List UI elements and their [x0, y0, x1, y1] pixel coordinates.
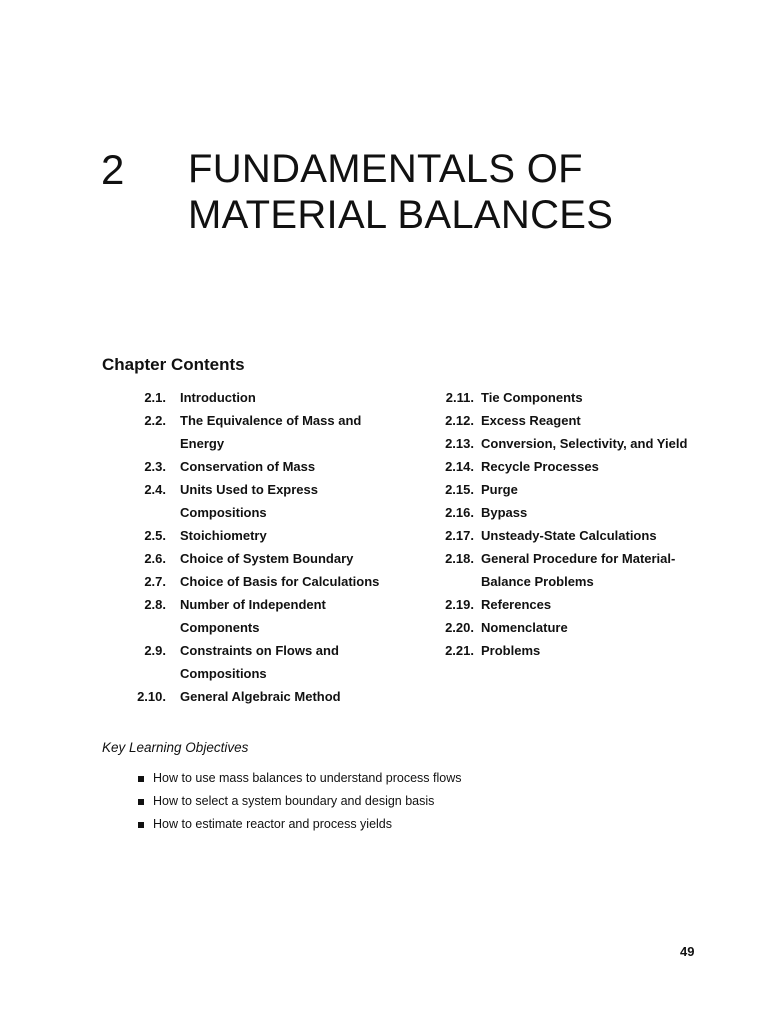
toc-entry-title: Excess Reagent — [481, 413, 581, 428]
objective-text: How to estimate reactor and process yields — [153, 817, 392, 831]
toc-entry-title: Introduction — [180, 390, 256, 405]
toc-entry — [130, 524, 420, 547]
toc-entry — [130, 455, 420, 478]
toc-entry — [436, 639, 736, 662]
toc-entry — [436, 501, 736, 524]
toc-entry-number: 2.8. — [144, 597, 166, 612]
toc-entry-number: 2.3. — [144, 459, 166, 474]
toc-entry — [130, 547, 420, 570]
toc-entry-number: 2.1. — [144, 390, 166, 405]
objective-text: How to use mass balances to understand process flows — [153, 771, 462, 785]
toc-entry — [130, 386, 420, 409]
toc-entry-number: 2.14. — [445, 459, 474, 474]
toc-entry-continuation — [130, 662, 420, 685]
toc-entry-continuation — [436, 570, 736, 593]
toc-entry-number: 2.2. — [144, 413, 166, 428]
objective-item — [138, 813, 462, 836]
toc-entry-continuation — [130, 432, 420, 455]
toc-entry-number: 2.9. — [144, 643, 166, 658]
toc-entry — [436, 409, 736, 432]
objective-text: How to select a system boundary and design basis — [153, 794, 435, 808]
toc-entry-number: 2.7. — [144, 574, 166, 589]
toc-entry-number: 2.16. — [445, 505, 474, 520]
chapter-contents-heading: Chapter Contents — [102, 355, 245, 374]
toc-entry-number: 2.6. — [144, 551, 166, 566]
toc-entry-number: 2.13. — [445, 436, 474, 451]
toc-entry-number: 2.4. — [144, 482, 166, 497]
toc-entry-title: Compositions — [180, 666, 267, 681]
toc-entry — [436, 547, 736, 570]
toc-entry-title: Units Used to Express — [180, 482, 318, 497]
toc-entry-title: Choice of Basis for Calculations — [180, 574, 380, 589]
toc-entry-title: Unsteady-State Calculations — [481, 528, 657, 543]
toc-entry-title: Recycle Processes — [481, 459, 599, 474]
toc-entry-number: 2.5. — [144, 528, 166, 543]
toc-entry-title: General Algebraic Method — [180, 689, 341, 704]
chapter-title-line: FUNDAMENTALS OF — [188, 147, 583, 191]
toc-entry-number: 2.11. — [445, 390, 474, 405]
square-bullet-icon — [138, 776, 144, 782]
toc-entry-title: Number of Independent — [180, 597, 326, 612]
toc-entry-title: General Procedure for Material- — [481, 551, 676, 566]
objectives-list — [138, 767, 462, 836]
toc-entry-number: 2.21. — [445, 643, 474, 658]
chapter-title-line: MATERIAL BALANCES — [188, 193, 614, 237]
chapter-title — [188, 146, 613, 238]
toc-entry-title: Stoichiometry — [180, 528, 267, 543]
page-number: 49 — [680, 944, 695, 959]
toc-entry — [436, 386, 736, 409]
toc-entry — [130, 685, 420, 708]
toc-entry — [436, 524, 736, 547]
toc-entry — [436, 432, 736, 455]
toc-entry — [130, 478, 420, 501]
toc-entry-number: 2.18. — [445, 551, 474, 566]
toc-entry-continuation — [130, 501, 420, 524]
toc-entry-title: Conversion, Selectivity, and Yield — [481, 436, 688, 451]
toc-entry-title: Compositions — [180, 505, 267, 520]
toc-entry-title: The Equivalence of Mass and — [180, 413, 362, 428]
toc-entry-title: Tie Components — [481, 390, 583, 405]
toc-entry — [436, 616, 736, 639]
toc-entry-title: Constraints on Flows and — [180, 643, 339, 658]
toc-entry-number: 2.20. — [445, 620, 474, 635]
toc-entry-title: Problems — [481, 643, 541, 658]
toc-entry-title: Conservation of Mass — [180, 459, 316, 474]
toc-entry-title: Purge — [481, 482, 518, 497]
toc-entry — [130, 639, 420, 662]
toc-entry-number: 2.19. — [445, 597, 474, 612]
square-bullet-icon — [138, 822, 144, 828]
toc-entry-title: Nomenclature — [481, 620, 568, 635]
toc-entry-title: Balance Problems — [481, 574, 594, 589]
toc-entry — [130, 593, 420, 616]
toc-entry-title: Energy — [180, 436, 225, 451]
chapter-number: 2 — [101, 146, 125, 193]
toc-entry — [130, 570, 420, 593]
toc-entry-number: 2.15. — [445, 482, 474, 497]
key-learning-objectives-heading: Key Learning Objectives — [102, 740, 249, 755]
toc-entry-title: References — [481, 597, 552, 612]
toc-entry — [436, 455, 736, 478]
toc-left-column — [130, 386, 420, 708]
toc-entry-continuation — [130, 616, 420, 639]
toc-entry-title: Bypass — [481, 505, 528, 520]
toc-entry — [130, 409, 420, 432]
square-bullet-icon — [138, 799, 144, 805]
toc-entry-title: Choice of System Boundary — [180, 551, 354, 566]
objective-item — [138, 790, 462, 813]
toc-right-column — [436, 386, 736, 662]
objective-item — [138, 767, 462, 790]
toc-entry-title: Components — [180, 620, 260, 635]
toc-entry — [436, 593, 736, 616]
toc-entry-number: 2.12. — [445, 413, 474, 428]
toc-entry-number: 2.17. — [445, 528, 474, 543]
toc-entry-number: 2.10. — [137, 689, 166, 704]
toc-entry — [436, 478, 736, 501]
